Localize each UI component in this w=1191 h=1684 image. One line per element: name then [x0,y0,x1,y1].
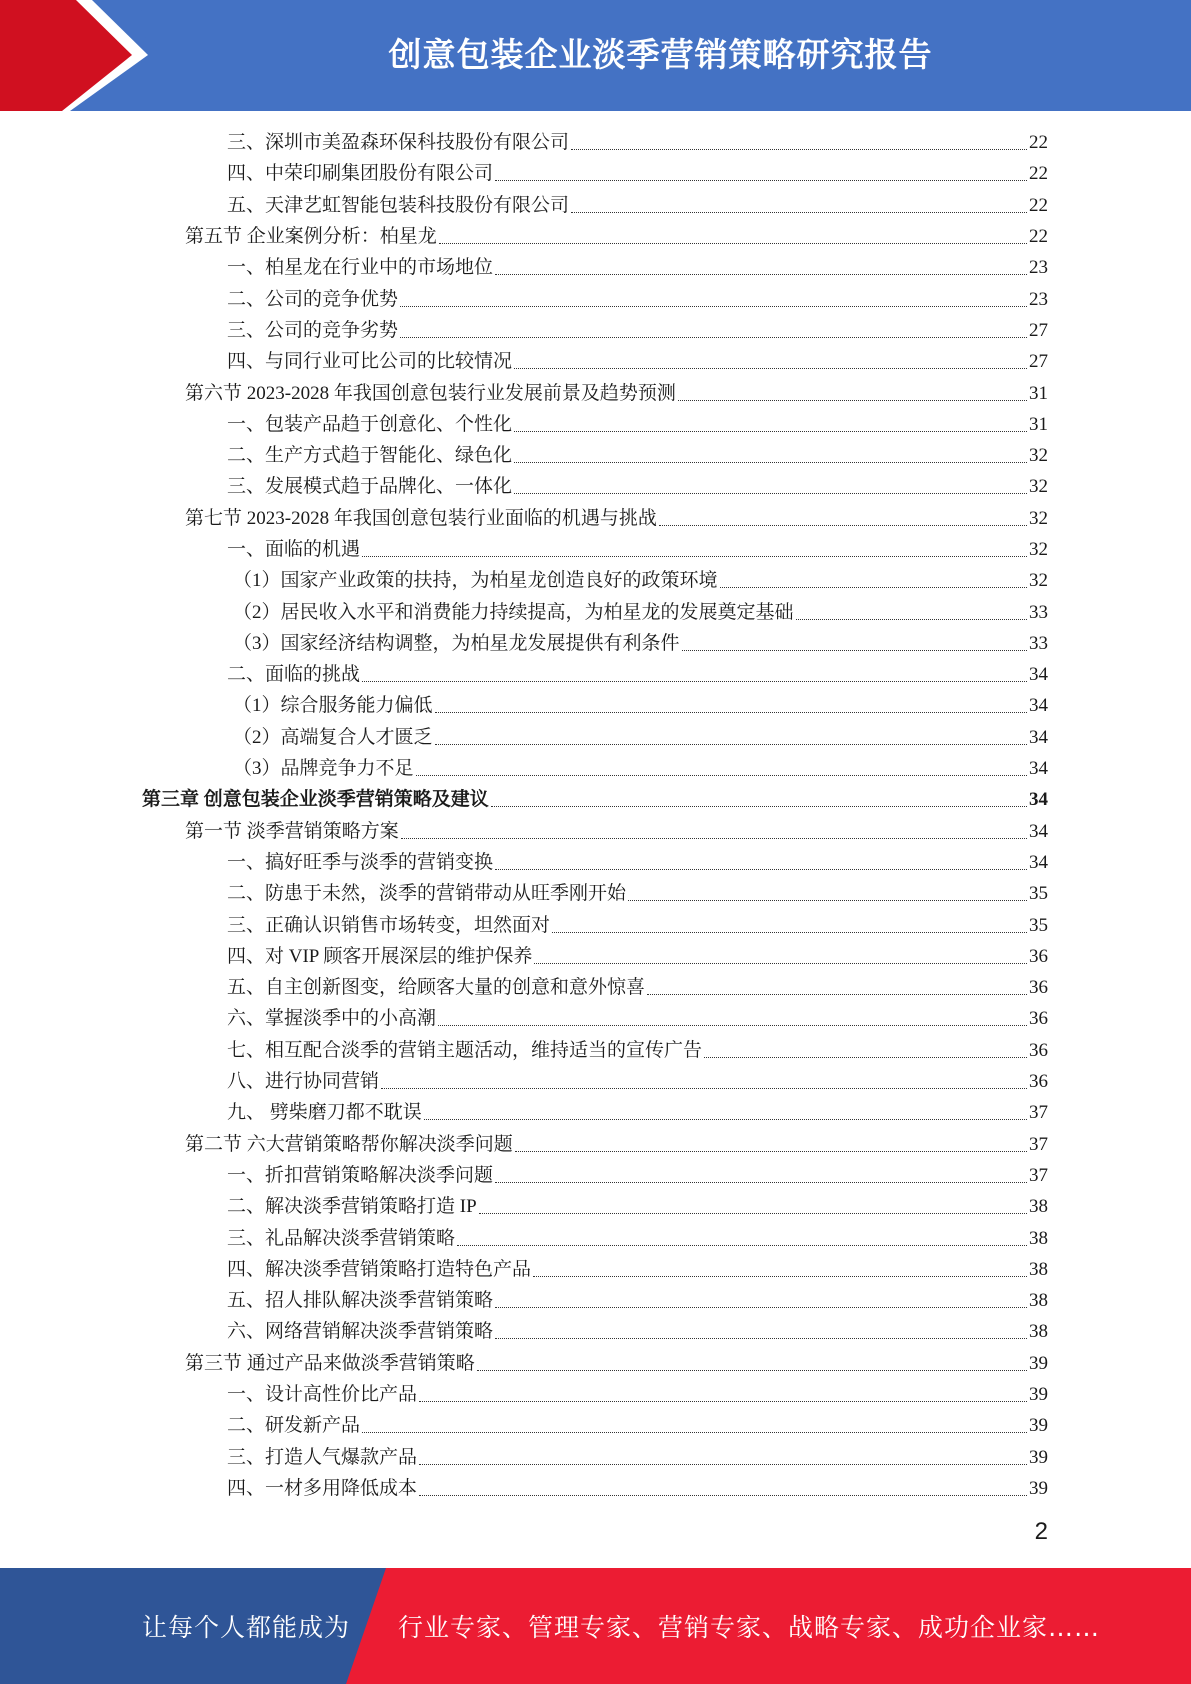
toc-entry-page: 22 [1029,226,1048,248]
toc-dot-leader [495,180,1027,181]
toc-entry-title: 九、 劈柴磨刀都不耽误 [227,1102,422,1124]
toc-entry-title: 第二节 六大营销策略帮你解决淡季问题 [185,1133,513,1155]
toc-entry-page: 31 [1029,382,1048,404]
toc-entry-title: 五、天津艺虹智能包装科技股份有限公司 [227,194,570,216]
toc-entry-title: 一、面临的机遇 [227,539,361,560]
toc-entry-page: 31 [1029,413,1048,435]
toc-dot-leader [479,1213,1027,1214]
toc-dot-leader [552,932,1027,933]
toc-dot-leader [514,462,1027,463]
toc-entry-page: 22 [1029,163,1048,185]
toc-dot-leader [628,900,1027,901]
toc-entry-page: 39 [1029,1415,1048,1437]
toc-entry-page: 23 [1029,257,1048,279]
toc-dot-leader [477,1370,1027,1371]
toc-entry-page: 34 [1029,820,1048,842]
toc-entry[interactable] [0,722,1191,753]
toc-dot-leader [457,1245,1027,1246]
toc-dot-leader [419,1464,1027,1465]
toc-entry-page: 27 [1029,351,1048,373]
toc-dot-leader [514,493,1027,494]
toc-entry-page: 34 [1029,758,1048,780]
toc-entry[interactable] [0,1222,1191,1253]
toc-entry-page: 34 [1029,726,1048,748]
toc-dot-leader [362,1432,1027,1433]
toc-dot-leader [381,1088,1027,1089]
toc-entry-page: 33 [1029,601,1048,623]
toc-entry-title: 第六节 2023-2028 年我国创意包装行业发展前景及趋势预测 [185,382,676,404]
toc-entry[interactable] [0,409,1191,440]
toc-entry-page: 34 [1029,695,1048,717]
toc-dot-leader [400,306,1027,307]
toc-entry-title: 五、自主创新图变，给顾客大量的创意和意外惊喜 [227,977,646,999]
toc-entry[interactable] [0,1285,1191,1316]
toc-entry-title: 六、网络营销解决淡季营销策略 [227,1321,494,1343]
toc-entry[interactable] [0,878,1191,909]
toc-entry-page: 37 [1029,1102,1048,1124]
toc-entry-title: 第七节 2023-2028 年我国创意包装行业面临的机遇与挑战 [185,507,657,529]
toc-entry[interactable] [0,1410,1191,1441]
toc-entry[interactable] [0,909,1191,940]
toc-dot-leader [515,1151,1027,1152]
toc-dot-leader [400,337,1027,338]
toc-entry-title: 一、设计高性价比产品 [227,1384,418,1406]
toc-dot-leader [491,806,1027,807]
toc-entry[interactable] [0,1097,1191,1128]
toc-entry-title: 二、防患于未然，淡季的营销带动从旺季刚开始 [227,883,627,905]
toc-dot-leader [571,149,1027,150]
toc-entry-title: 一、柏星龙在行业中的市场地位 [227,257,494,279]
toc-entry-title: 一、折扣营销策略解决淡季问题 [227,1164,494,1186]
toc-entry-page: 33 [1029,632,1048,654]
toc-dot-leader [435,712,1027,713]
toc-dot-leader [416,775,1027,776]
toc-entry-page: 35 [1029,914,1048,936]
toc-entry[interactable] [0,1379,1191,1410]
toc-entry-title: 二、面临的挑战 [227,664,361,686]
toc-entry-title: 三、礼品解决淡季营销策略 [227,1227,456,1249]
toc-entry-title: 四、对 VIP 顾客开展深层的维护保养 [227,945,533,967]
toc-entry[interactable] [0,471,1191,502]
toc-dot-leader [495,1338,1027,1339]
toc-entry[interactable] [0,315,1191,346]
toc-entry-title: 四、解决淡季营销策略打造特色产品 [227,1258,532,1280]
toc-entry[interactable] [0,1003,1191,1034]
toc-entry-title: 二、研发新产品 [227,1415,361,1437]
toc-entry[interactable] [0,1066,1191,1097]
toc-entry[interactable] [0,534,1191,565]
toc-entry-title: 二、解决淡季营销策略打造 IP [227,1196,477,1218]
toc-entry[interactable] [0,596,1191,627]
toc-entry-page: 22 [1029,194,1048,216]
toc-entry-title: （1）综合服务能力偏低 [233,695,433,717]
toc-dot-leader [495,1182,1027,1183]
footer-slogan-left: 让每个人都能成为 [142,1613,351,1642]
toc-dot-leader [439,243,1027,244]
toc-dot-leader [678,400,1027,401]
toc-entry-page: 36 [1029,977,1048,999]
toc-entry-title: 三、发展模式趋于品牌化、一体化 [227,476,513,498]
toc-entry-page: 34 [1029,789,1048,811]
toc-entry[interactable] [0,941,1191,972]
toc-entry-title: 四、中荣印刷集团股份有限公司 [227,163,494,185]
toc-entry-page: 27 [1029,319,1048,341]
toc-dot-leader [495,274,1027,275]
toc-entry-page: 38 [1029,1321,1048,1343]
toc-entry[interactable] [0,690,1191,721]
toc-dot-leader [362,556,1027,557]
toc-entry-page: 37 [1029,1133,1048,1155]
toc-entry[interactable] [0,972,1191,1003]
toc-entry[interactable] [0,377,1191,408]
toc-entry-page: 38 [1029,1258,1048,1280]
toc-entry-title: （2）高端复合人才匮乏 [233,726,433,748]
toc-entry-page: 35 [1029,883,1048,905]
toc-entry[interactable] [0,346,1191,377]
toc-entry-page: 38 [1029,1290,1048,1312]
report-title: 创意包装企业淡季营销策略研究报告 [388,34,933,74]
toc-entry[interactable] [0,190,1191,221]
toc-entry[interactable] [0,283,1191,314]
toc-dot-leader [362,681,1027,682]
toc-entry[interactable] [0,1348,1191,1379]
toc-dot-leader [647,994,1027,995]
toc-entry-page: 34 [1029,851,1048,873]
toc-entry[interactable] [0,221,1191,252]
toc-entry[interactable] [0,816,1191,847]
toc-entry[interactable] [0,1191,1191,1222]
toc-dot-leader [495,869,1027,870]
toc-dot-leader [533,1276,1027,1277]
toc-entry-title: （2）居民收入水平和消费能力持续提高，为柏星龙的发展奠定基础 [233,601,794,623]
toc-dot-leader [419,1495,1027,1496]
toc-entry-page: 38 [1029,1196,1048,1218]
toc-entry[interactable] [0,847,1191,878]
footer-slogan-right: 行业专家、管理专家、营销专家、战略专家、成功企业家…… [398,1613,1101,1642]
toc-entry[interactable] [0,1441,1191,1472]
toc-entry[interactable] [0,503,1191,534]
toc-entry-title: 第五节 企业案例分析：柏星龙 [185,226,437,248]
toc-entry[interactable] [0,1160,1191,1191]
toc-entry[interactable] [0,252,1191,283]
toc-entry[interactable] [0,628,1191,659]
toc-dot-leader [534,963,1027,964]
toc-dot-leader [435,744,1027,745]
toc-entry-page: 37 [1029,1164,1048,1186]
toc-entry[interactable] [0,1473,1191,1504]
toc-dot-leader [401,838,1027,839]
toc-dot-leader [514,431,1027,432]
toc-dot-leader [796,619,1027,620]
toc-entry-title: （3）国家经济结构调整，为柏星龙发展提供有利条件 [233,632,680,654]
toc-entry-title: 六、掌握淡季中的小高潮 [227,1008,437,1030]
toc-entry-title: 三、打造人气爆款产品 [227,1446,418,1468]
toc-entry-page: 36 [1029,1008,1048,1030]
toc-entry-page: 32 [1029,476,1048,498]
toc-entry-page: 32 [1029,507,1048,529]
page-footer [0,1568,1191,1684]
toc-entry-page: 38 [1029,1227,1048,1249]
toc-entry-page: 23 [1029,288,1048,310]
table-of-contents [0,127,1191,1504]
toc-entry-page: 36 [1029,1071,1048,1093]
toc-dot-leader [438,1025,1027,1026]
toc-entry-title: 二、生产方式趋于智能化、绿色化 [227,445,513,467]
toc-entry[interactable] [0,1254,1191,1285]
toc-entry-page: 39 [1029,1446,1048,1468]
toc-entry-page: 36 [1029,945,1048,967]
toc-entry-page: 39 [1029,1352,1048,1374]
toc-entry-title: 第三章 创意包装企业淡季营销策略及建议 [142,789,489,811]
toc-entry[interactable] [0,127,1191,158]
toc-entry-title: 四、一材多用降低成本 [227,1477,418,1499]
toc-entry[interactable] [0,1316,1191,1347]
toc-entry[interactable] [0,659,1191,690]
toc-entry-title: 第一节 淡季营销策略方案 [185,820,399,842]
toc-entry-title: 八、进行协同营销 [227,1071,380,1093]
toc-dot-leader [704,1057,1027,1058]
toc-entry-title: 二、公司的竞争优势 [227,288,399,310]
toc-dot-leader [419,1401,1027,1402]
toc-entry-title: （3）品牌竞争力不足 [233,758,414,780]
toc-dot-leader [682,650,1027,651]
toc-entry[interactable] [0,1035,1191,1066]
toc-entry-title: 第三节 通过产品来做淡季营销策略 [185,1352,475,1374]
toc-dot-leader [659,525,1027,526]
toc-entry-page: 39 [1029,1384,1048,1406]
page-number: 2 [1034,1518,1048,1545]
toc-entry-title: 一、搞好旺季与淡季的营销变换 [227,851,494,873]
toc-entry[interactable] [0,565,1191,596]
toc-entry[interactable] [0,753,1191,784]
toc-entry[interactable] [0,784,1191,815]
toc-dot-leader [720,587,1027,588]
toc-entry-title: 三、深圳市美盈森环保科技股份有限公司 [227,132,570,154]
toc-entry-page: 32 [1029,445,1048,467]
toc-entry-page: 36 [1029,1039,1048,1061]
toc-entry-title: 一、包装产品趋于创意化、个性化 [227,413,513,435]
toc-dot-leader [514,368,1027,369]
page-header [0,0,1191,111]
toc-entry-title: 四、与同行业可比公司的比较情况 [227,351,513,373]
toc-entry[interactable] [0,158,1191,189]
toc-entry-title: 三、公司的竞争劣势 [227,319,399,341]
toc-entry-page: 34 [1029,664,1048,686]
toc-entry-page: 39 [1029,1477,1048,1499]
toc-entry-title: 三、正确认识销售市场转变，坦然面对 [227,914,551,936]
toc-dot-leader [424,1119,1027,1120]
toc-entry-title: 七、相互配合淡季的营销主题活动，维持适当的宣传广告 [227,1039,703,1061]
toc-entry-page: 32 [1029,539,1048,560]
toc-entry[interactable] [0,1129,1191,1160]
toc-dot-leader [571,212,1027,213]
toc-entry-title: 五、招人排队解决淡季营销策略 [227,1290,494,1312]
toc-entry-page: 32 [1029,570,1048,592]
toc-entry-page: 22 [1029,132,1048,154]
toc-entry-title: （1）国家产业政策的扶持，为柏星龙创造良好的政策环境 [233,570,718,592]
toc-entry[interactable] [0,440,1191,471]
toc-dot-leader [495,1307,1027,1308]
